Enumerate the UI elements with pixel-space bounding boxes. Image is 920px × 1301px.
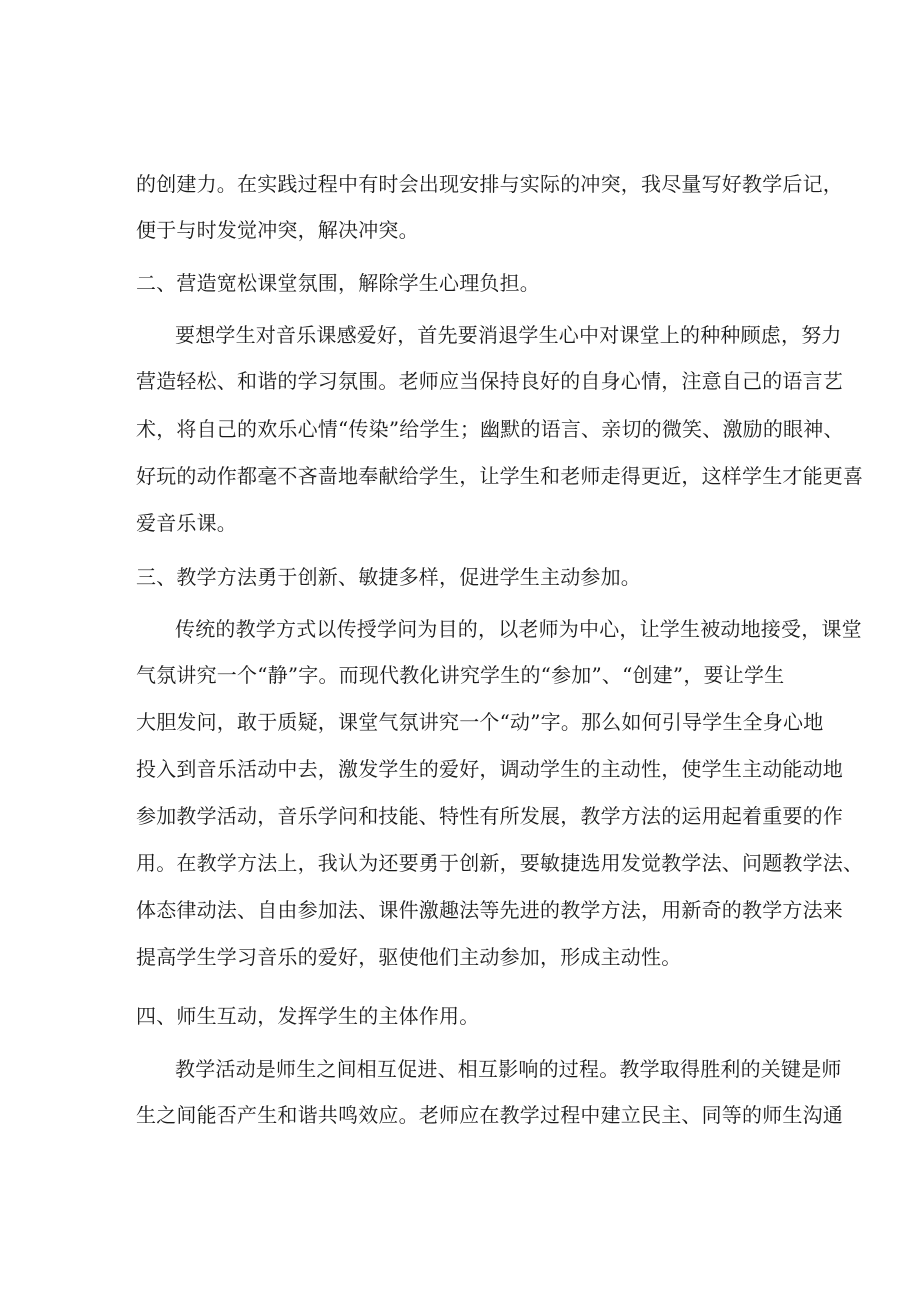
section-heading: 四、师生互动，发挥学生的主体作用。	[136, 1004, 480, 1028]
paragraph-line: 大胆发问，敢于质疑，课堂气氛讲究一个“动”字。那么如何引导学生全身心地	[136, 710, 824, 734]
paragraph-line: 爱音乐课。	[136, 511, 237, 535]
paragraph-line: 用。在教学方法上，我认为还要勇于创新，要敏捷选用发觉教学法、问题教学法、	[136, 851, 864, 875]
paragraph-line: 术，将自己的欢乐心情“传染”给学生；幽默的语言、亲切的微笑、激励的眼神、	[136, 417, 844, 441]
paragraph-line: 便于与时发觉冲突，解决冲突。	[136, 218, 419, 242]
section-heading: 二、营造宽松课堂氛围，解除学生心理负担。	[136, 271, 540, 295]
paragraph-line: 体态律动法、自由参加法、课件激趣法等先进的教学方法，用新奇的教学方法来	[136, 898, 843, 922]
paragraph-line: 生之间能否产生和谐共鸣效应。老师应在教学过程中建立民主、同等的师生沟通	[136, 1103, 843, 1127]
paragraph-line: 传统的教学方式以传授学问为目的，以老师为中心，让学生被动地接受，课堂	[175, 617, 862, 641]
paragraph-line: 好玩的动作都毫不吝啬地奉献给学生，让学生和老师走得更近，这样学生才能更喜	[136, 464, 864, 488]
paragraph-line: 投入到音乐活动中去，激发学生的爱好，调动学生的主动性，使学生主动能动地	[136, 757, 843, 781]
paragraph-line: 营造轻松、和谐的学习氛围。老师应当保持良好的自身心情，注意自己的语言艺	[136, 369, 843, 393]
paragraph-line: 教学活动是师生之间相互促进、相互影响的过程。教学取得胜利的关键是师	[175, 1057, 842, 1081]
paragraph-line: 的创建力。在实践过程中有时会出现安排与实际的冲突，我尽量写好教学后记，	[136, 172, 843, 196]
paragraph-line: 提高学生学习音乐的爱好，驱使他们主动参加，形成主动性。	[136, 945, 682, 969]
section-heading: 三、教学方法勇于创新、敏捷多样，促进学生主动参加。	[136, 565, 641, 589]
paragraph-line: 参加教学活动，音乐学问和技能、特性有所发展，教学方法的运用起着重要的作	[136, 804, 843, 828]
paragraph-line: 要想学生对音乐课感爱好，首先要消退学生心中对课堂上的种种顾虑，努力	[175, 323, 842, 347]
paragraph-line: 气氛讲究一个“静”字。而现代教化讲究学生的“参加”、“创建”，要让学生	[136, 663, 785, 687]
